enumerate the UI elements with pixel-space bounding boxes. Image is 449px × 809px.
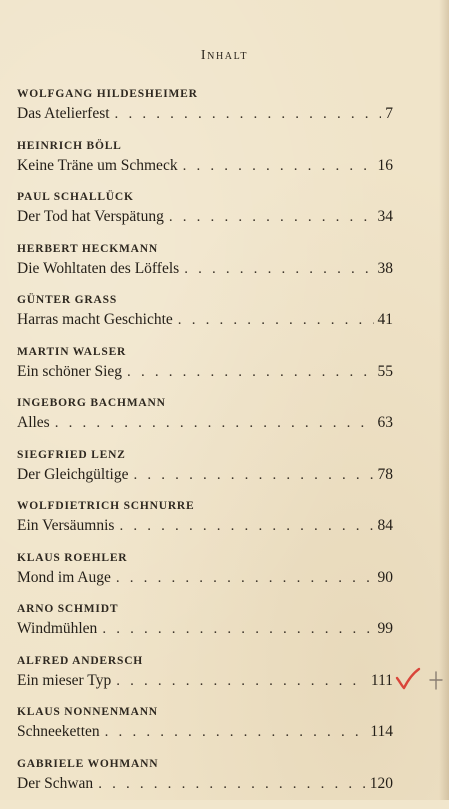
entry-line [17,260,393,282]
dot-leader [98,776,366,793]
entry-title: Die Wohltaten des Löffels [17,260,179,278]
dot-leader [116,673,367,690]
entry-line [17,517,393,539]
entry-author: MARTIN WALSER [17,346,126,358]
table-of-contents [17,88,393,809]
dot-leader [184,261,373,278]
entry-author: PAUL SCHALLÜCK [17,191,134,203]
entry-author: WOLFDIETRICH SCHNURRE [17,500,195,512]
entry-author: WOLFGANG HILDESHEIMER [17,88,198,100]
entry-line [17,569,393,591]
toc-entry [17,346,393,398]
dot-leader [133,467,373,484]
entry-line [17,620,393,642]
entry-author: HERBERT HECKMANN [17,243,158,255]
entry-line [17,723,393,745]
dot-leader [105,724,367,741]
toc-entry [17,500,393,552]
entry-line [17,157,393,179]
entry-title: Schneeketten [17,723,100,741]
entry-page-number: 90 [378,569,394,587]
entry-title: Der Schwan [17,775,93,793]
toc-entry [17,758,393,809]
entry-page-number: 84 [378,517,394,535]
entry-page-number: 34 [378,208,394,226]
entry-line [17,363,393,385]
entry-title: Mond im Auge [17,569,111,587]
toc-entry [17,397,393,449]
plus-mark-icon [430,672,442,689]
dot-leader [178,312,374,329]
entry-author: KLAUS NONNENMANN [17,706,158,718]
dot-leader [183,158,374,175]
entry-title: Keine Träne um Schmeck [17,157,178,175]
entry-page-number: 55 [378,363,394,381]
toc-entry [17,706,393,758]
toc-entry [17,655,393,707]
entry-page-number: 99 [378,620,394,638]
toc-entry [17,243,393,295]
entry-author: SIEGFRIED LENZ [17,449,126,461]
entry-title: Der Tod hat Verspätung [17,208,164,226]
entry-line [17,466,393,488]
dot-leader [115,106,382,123]
entry-author: KLAUS ROEHLER [17,552,127,564]
entry-page-number: 63 [378,414,394,432]
entry-page-number: 41 [378,311,394,329]
entry-title: Ein schöner Sieg [17,363,122,381]
dot-leader [127,364,373,381]
dot-leader [169,209,374,226]
entry-author: ALFRED ANDERSCH [17,655,143,667]
entry-page-number: 38 [378,260,394,278]
toc-entry [17,140,393,192]
toc-entry [17,449,393,501]
entry-author: INGEBORG BACHMANN [17,397,166,409]
dot-leader [116,570,374,587]
toc-title: Inhalt [0,48,449,64]
toc-entry [17,603,393,655]
entry-page-number: 111 [371,672,393,690]
entry-author: GABRIELE WOHMANN [17,758,158,770]
entry-line [17,414,393,436]
handwritten-marks [394,663,446,695]
check-mark-icon [397,669,419,688]
entry-title: Das Atelierfest [17,105,110,123]
entry-title: Alles [17,414,50,432]
entry-page-number: 114 [370,723,393,741]
entry-title: Ein Versäumnis [17,517,114,535]
toc-entry [17,294,393,346]
entry-page-number: 78 [378,466,394,484]
entry-page-number: 120 [370,775,393,793]
entry-line [17,105,393,127]
entry-author: GÜNTER GRASS [17,294,117,306]
entry-author: ARNO SCHMIDT [17,603,118,615]
entry-page-number: 7 [385,105,393,123]
entry-line [17,672,393,694]
toc-entry [17,88,393,140]
dot-leader [55,415,374,432]
entry-title: Der Gleichgültige [17,466,128,484]
entry-author: HEINRICH BÖLL [17,140,122,152]
entry-page-number: 16 [378,157,394,175]
entry-line [17,208,393,230]
entry-title: Windmühlen [17,620,97,638]
toc-entry [17,191,393,243]
dot-leader [102,621,373,638]
entry-title: Harras macht Geschichte [17,311,173,329]
entry-line [17,775,393,797]
entry-title: Ein mieser Typ [17,672,111,690]
toc-entry [17,552,393,604]
entry-line [17,311,393,333]
dot-leader [119,518,373,535]
